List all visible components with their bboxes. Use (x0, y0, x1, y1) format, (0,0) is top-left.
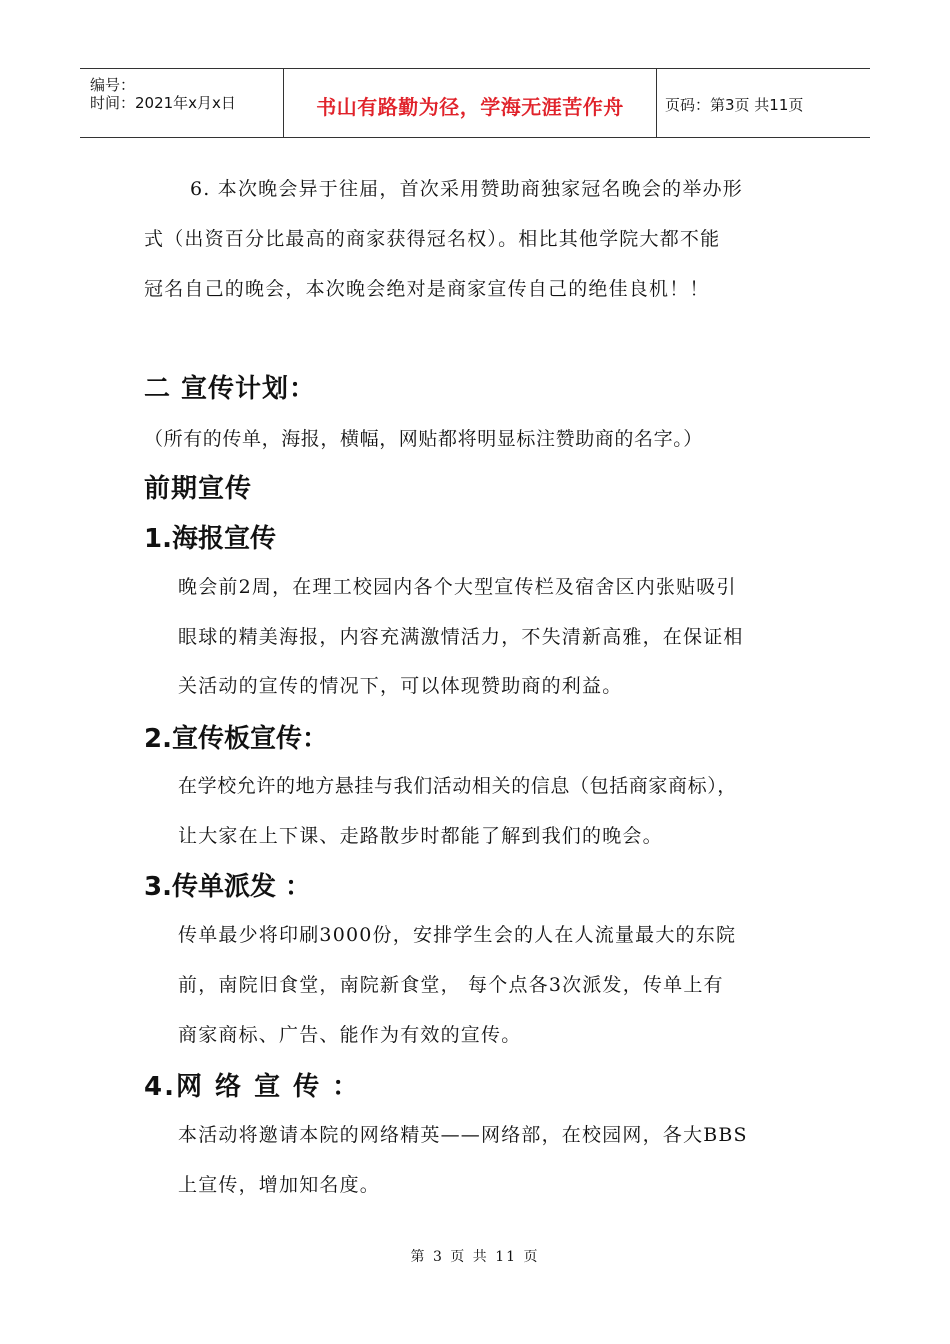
item-line: 商家商标、广告、能作为有效的宣传。 (178, 1024, 522, 1046)
item-heading: 1.海报宣传 (144, 524, 276, 554)
item-heading: 4.网 络 宣 传 ： (144, 1072, 361, 1102)
item-line: 前，南院旧食堂，南院新食堂， 每个点各3次派发，传单上有 (178, 974, 724, 996)
item-line: 晚会前2周，在理工校园内各个大型宣传栏及宿舍区内张贴吸引 (178, 576, 737, 598)
header-page-info: 页码：第3页 共11页 (665, 96, 804, 114)
paragraph-line: 式（出资百分比最高的商家获得冠名权）。相比其他学院大都不能 (144, 228, 721, 250)
section-title-publicity-plan: 二 宣传计划： (144, 374, 317, 404)
header-right-cell (657, 69, 870, 137)
paragraph-line: 冠名自己的晚会，本次晚会绝对是商家宣传自己的绝佳良机！！ (144, 278, 710, 300)
item-line: 传单最少将印刷3000份，安排学生会的人在人流量最大的东院 (178, 924, 737, 946)
item-line: 本活动将邀请本院的网络精英——网络部，在校园网，各大BBS (178, 1124, 748, 1146)
header-left-cell (80, 69, 283, 137)
serial-number-label: 编号： (90, 76, 136, 94)
date-label: 时间：2021年x月x日 (90, 94, 236, 112)
item-line: 眼球的精美海报，内容充满激情活力，不失清新高雅，在保证相 (178, 626, 744, 648)
page-footer: 第 3 页 共 11 页 (410, 1249, 540, 1265)
item-line: 关活动的宣传的情况下，可以体现赞助商的利益。 (178, 675, 623, 697)
subsection-title-early-publicity: 前期宣传 (144, 474, 253, 504)
paragraph-line: 6. 本次晚会异于往届，首次采用赞助商独家冠名晚会的举办形 (190, 178, 743, 200)
item-line: 在学校允许的地方悬挂与我们活动相关的信息（包括商家商标）， (178, 775, 737, 797)
section-note: （所有的传单，海报，横幅，网贴都将明显标注赞助商的名字。） (144, 428, 703, 450)
header-motto: 书山有路勤为径，学海无涯苦作舟 (316, 95, 624, 119)
item-line: 让大家在上下课、走路散步时都能了解到我们的晚会。 (178, 825, 663, 847)
item-line: 上宣传，增加知名度。 (178, 1174, 381, 1196)
item-heading: 2.宣传板宣传： (144, 724, 328, 754)
document-header-table (80, 68, 870, 138)
item-heading: 3.传单派发 ： (144, 872, 312, 902)
header-center-cell (283, 69, 657, 137)
